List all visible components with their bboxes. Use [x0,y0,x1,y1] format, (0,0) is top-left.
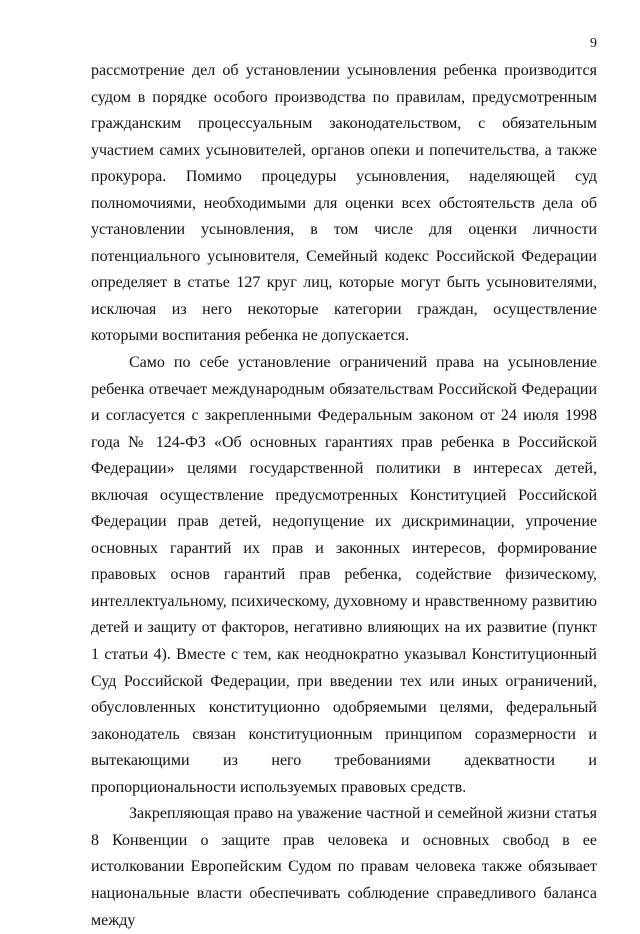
page-number: 9 [590,36,597,51]
paragraph-continuation: рассмотрение дел об установлении усыновления ребенка производится судом в порядке особого производства по правилам, предусмотренным гражданским процессуальным законодательством, с обязательным участием самих усыновителей, органов опеки и попечительства, а также прокурора. Помимо процедуры усыновления, наделяющей суд полномочиями, необходимыми для оценки всех обстоятельств дела об установлении усыновления, в том числе для оценки личности потенциального усыновителя, Семейный кодекс Российской Федерации определяет в статье 127 круг лиц, которые могут быть усыновителями, исключая из него некоторые категории граждан, осуществление которыми воспитания ребенка не допускается. [91,62,597,345]
paragraph-adoption-restrictions: Само по себе установление ограничений права на усыновление ребенка отвечает международным обязательствам Российской Федерации и согласуется с закрепленными Федеральным законом от 24 июля 1998 года № 124-ФЗ «Об основных гарантиях прав ребенка в Российской Федерации» целями государственной политики в интересах детей, включая осуществление предусмотренных Конституцией Российской Федерации прав детей, недопущение их дискриминации, упрочение основных гарантий их прав и законных интересов, формирование правовых основ гарантий прав ребенка, содействие физическому, интеллектуальному, психическому, духовному и нравственному развитию детей и защиту от факторов, негативно влияющих на их развитие (пункт 1 статьи 4). Вместе с тем, как неоднократно указывал Конституционный Суд Российской Федерации, при введении тех или иных ограничений, обусловленных конституционно одобряемыми целями, федеральный законодатель связан конституционным принципом соразмерности и вытекающими из него требованиями адекватности и пропорциональности используемых правовых средств. [91,354,597,796]
paragraph-convention-article-8: Закрепляющая право на уважение частной и семейной жизни статья 8 Конвенции о защите прав человека и основных свобод в ее истолковании Европейским Судом по правам человека также обязывает национальные власти обеспечивать соблюдение справедливого баланса между [91,805,597,929]
document-body [91,58,597,934]
